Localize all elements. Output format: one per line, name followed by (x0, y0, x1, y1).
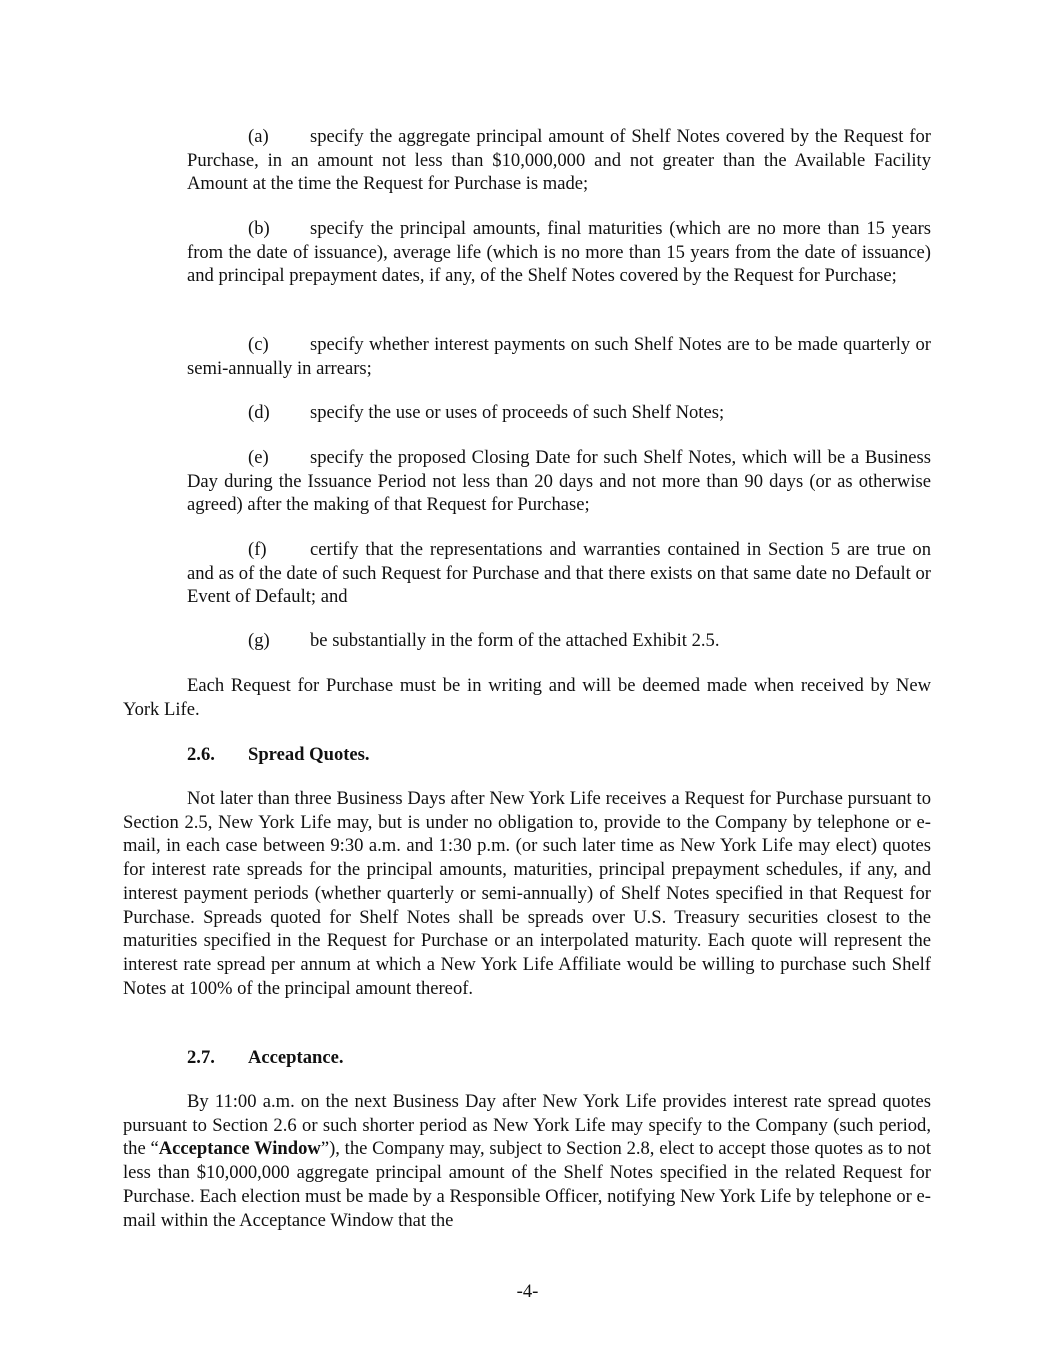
item-e (187, 446, 931, 517)
section-2-7-body (123, 1090, 931, 1232)
closing-paragraph: Each Request for Purchase must be in writing and will be deemed made when received by New York Life. (123, 675, 931, 720)
body-text: ”), the Company may, subject to Section 2.8, elect to accept those quotes as to not less than $10,000,000 aggregate principal amount of the Shelf Notes specified in the related Request for Purchase. Each election must be made by a Responsible Officer, notifying New York Life by telephone or e-mail within the Acceptance Window that the (123, 1138, 931, 1231)
item-g (187, 629, 931, 653)
page-number: -4- (516, 1281, 539, 1302)
section-heading-2-6 (187, 743, 995, 767)
item-label: (d) (248, 402, 270, 423)
item-c (187, 333, 931, 380)
section-number: 2.7. (187, 1047, 215, 1068)
section-title: Spread Quotes. (248, 744, 370, 765)
item-b (187, 217, 931, 288)
body-text: By 11:00 a.m. on the next Business Day after New York Life provides interest rate spread quotes pursuant to Section 2.6 or such shorter period as New York Life may specify to the Company (such period, the “ (123, 1091, 931, 1160)
section-2-6-body: Not later than three Business Days after New York Life receives a Request for Purchase pursuant to Section 2.5, New York Life may, but is under no obligation to, provide to the Company by telephone or e-mail, in each case between 9:30 a.m. and 1:30 p.m. (or such later time as New York Life may elect) quotes for interest rate spreads for the principal amounts, maturities, principal prepayment schedules, if any, and interest payment periods (whether quarterly or semi-annually) of Shelf Notes specified in that Request for Purchase. Spreads quoted for Shelf Notes shall be spreads over U.S. Treasury securities closest to the maturities specified in the Request for Purchase or an interpolated maturity. Each quote will represent the interest rate spread per annum at which a New York Life Affiliate would be willing to purchase such Shelf Notes at 100% of the principal amount thereof. (123, 788, 931, 999)
defined-term: Acceptance Window (158, 1138, 321, 1160)
section-heading-2-7 (187, 1046, 995, 1070)
item-label: (g) (248, 630, 270, 651)
item-text: certify that the representations and warranties contained in Section 5 are true on and as of the date of such Request for Purchase and that there exists on that same date no Default or Event of Default; and (187, 539, 931, 608)
item-text: specify the use or uses of proceeds of such Shelf Notes; (310, 402, 725, 423)
item-label: (b) (248, 218, 270, 239)
item-label: (c) (248, 334, 269, 355)
item-f (187, 538, 931, 609)
section-number: 2.6. (187, 744, 215, 765)
item-label: (e) (248, 447, 269, 468)
item-a (187, 125, 931, 196)
item-d (187, 401, 931, 425)
item-text: be substantially in the form of the attached Exhibit 2.5. (310, 630, 720, 651)
item-label: (f) (248, 539, 267, 560)
item-text: specify the principal amounts, final maturities (which are no more than 15 years from the date of issuance), average life (which is no more than 15 years from the date of issuance) and principal prepayment dates, if any, of the Shelf Notes covered by the Request for Purchase; (187, 218, 931, 287)
item-text: specify the proposed Closing Date for such Shelf Notes, which will be a Business Day during the Issuance Period not less than 20 days and not more than 90 days (or as otherwise agreed) after the making of that Request for Purchase; (187, 447, 931, 516)
item-text: specify whether interest payments on such Shelf Notes are to be made quarterly or semi-annually in arrears; (187, 334, 931, 379)
section-title: Acceptance. (248, 1047, 344, 1068)
item-label: (a) (248, 126, 269, 147)
item-text: specify the aggregate principal amount of Shelf Notes covered by the Request for Purchase, in an amount not less than $10,000,000 and not greater than the Available Facility Amount at the time the Request for Purchase is made; (187, 126, 931, 195)
